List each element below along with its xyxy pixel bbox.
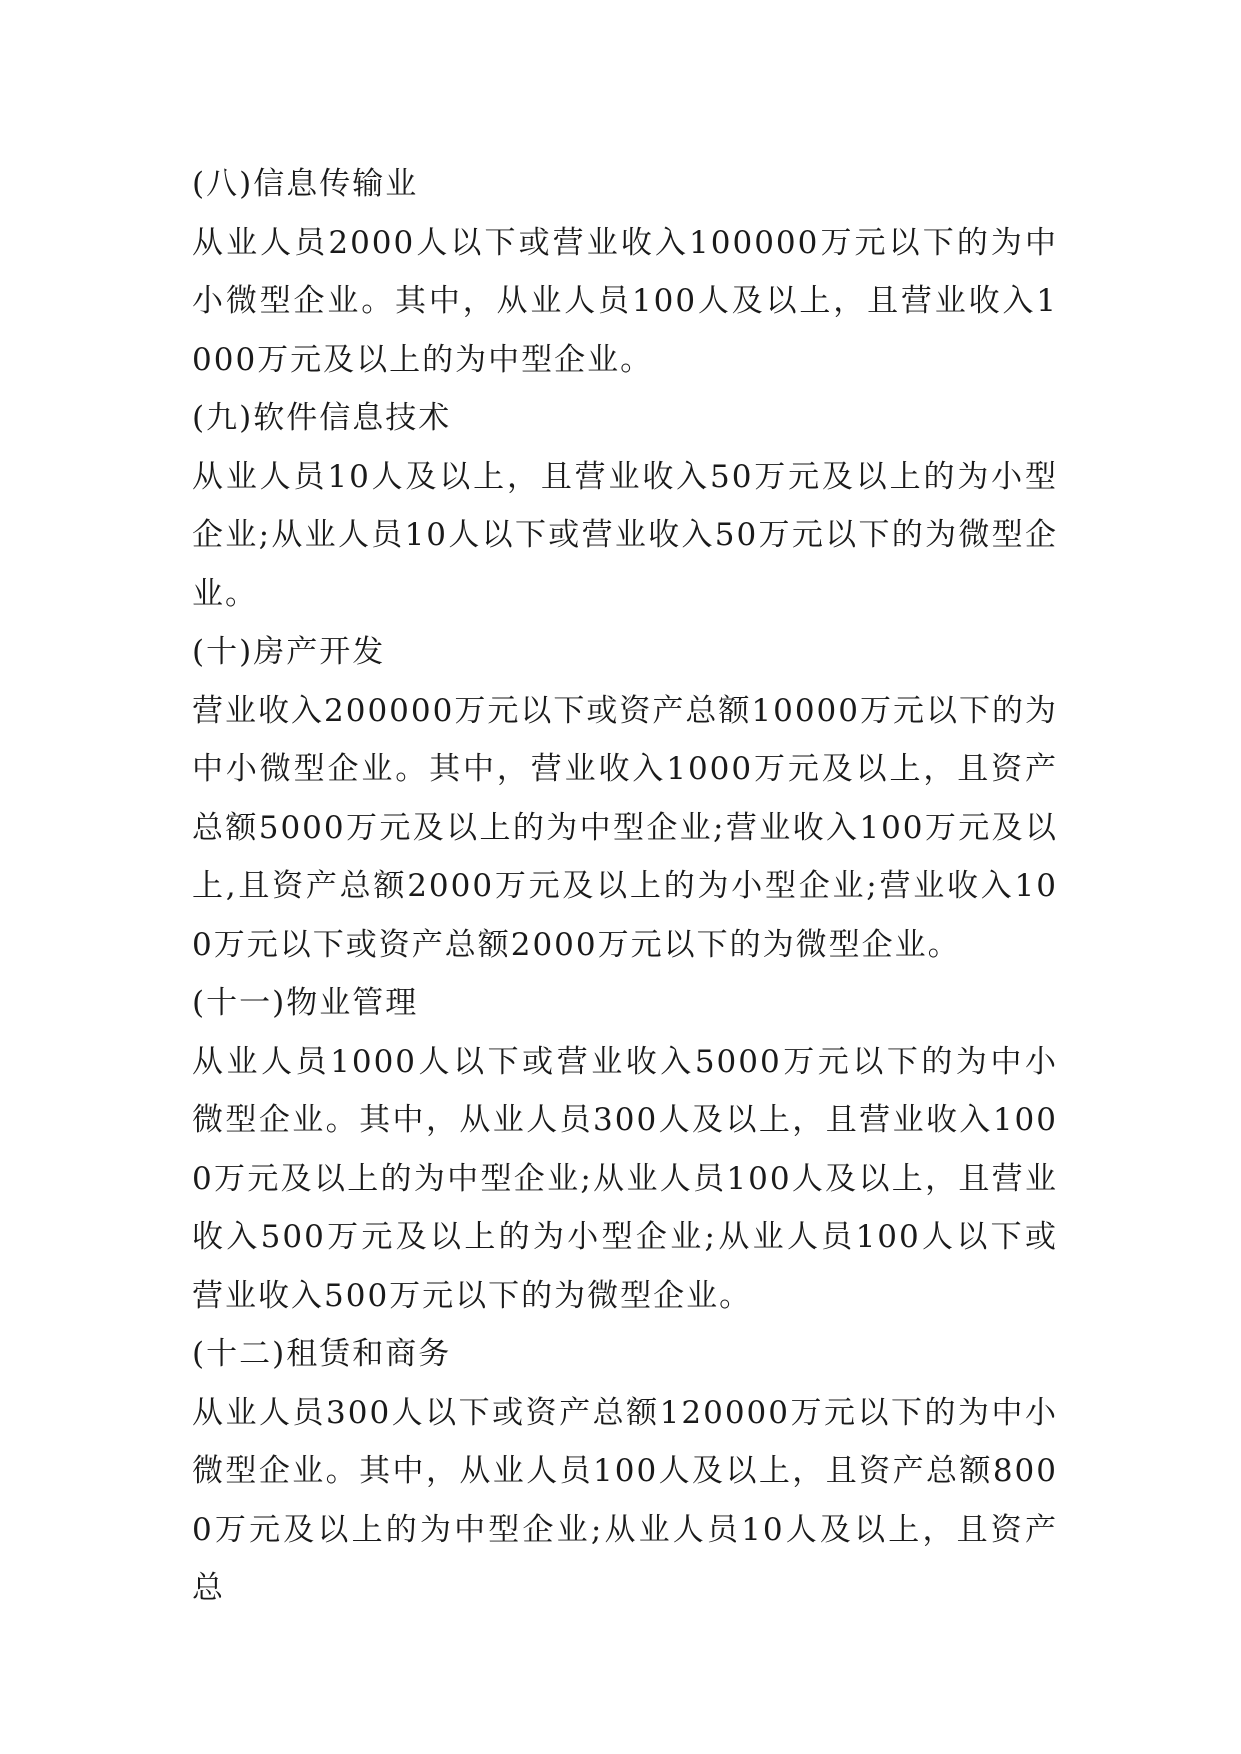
- section-body-property-management: 从业人员1000人以下或营业收入5000万元以下的为中小微型企业。其中，从业人员300人及以上，且营业收入1000万元及以上的为中型企业;从业人员100人及以上，且营业收入500万元及以上的为小型企业;从业人员100人以下或营业收入500万元以下的为微型企业。: [192, 1043, 1058, 1314]
- section-heading-leasing-business: (十二)租赁和商务: [192, 1336, 452, 1372]
- section-heading-software-it: (九)软件信息技术: [192, 400, 452, 436]
- section-body-leasing-business: 从业人员300人以下或资产总额120000万元以下的为中小微型企业。其中，从业人员100人及以上，且资产总额8000万元及以上的为中型企业;从业人员10人及以上，且资产总: [192, 1394, 1058, 1606]
- section-heading-property-management: (十一)物业管理: [192, 985, 419, 1021]
- document-page: [192, 155, 1058, 1618]
- section-body-software-it: 从业人员10人及以上，且营业收入50万元及以上的为小型企业;从业人员10人以下或营业收入50万元以下的为微型企业。: [192, 458, 1058, 612]
- section-heading-real-estate: (十)房产开发: [192, 634, 386, 670]
- section-body-real-estate: 营业收入200000万元以下或资产总额10000万元以下的为中小微型企业。其中，营业收入1000万元及以上，且资产总额5000万元及以上的为中型企业;营业收入100万元及以上,且资产总额2000万元及以上的为小型企业;营业收入100万元以下或资产总额2000万元以下的为微型企业。: [192, 692, 1058, 963]
- section-heading-information-transmission: (八)信息传输业: [192, 166, 419, 202]
- section-body-information-transmission: 从业人员2000人以下或营业收入100000万元以下的为中小微型企业。其中，从业人员100人及以上，且营业收入1000万元及以上的为中型企业。: [192, 224, 1058, 378]
